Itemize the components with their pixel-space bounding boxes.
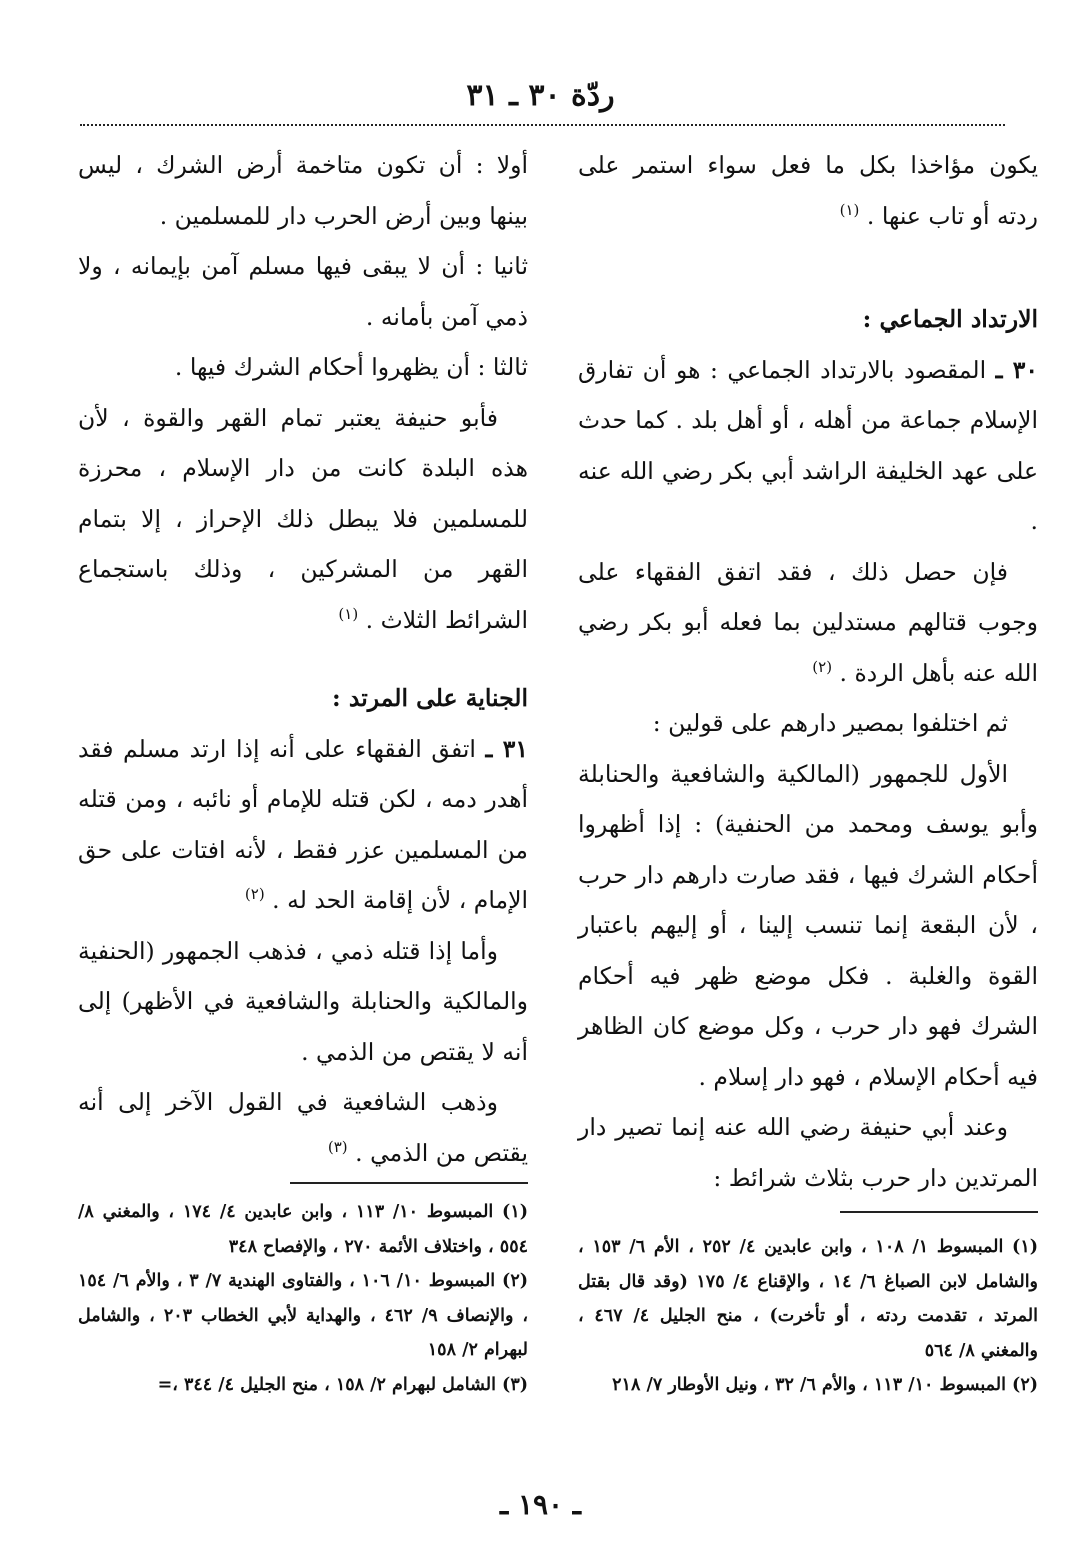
paragraph-30: ٣٠ ـ المقصود بالارتداد الجماعي : هو أن تفارق الإسلام جماعة من أهله ، أو أهل بلد . كما حدث على عهد الخليفة الراشد أبي بكر رضي الله عنه . — [578, 355, 1038, 535]
condition-first: أولا : أن تكون متاخمة أرض الشرك ، ليس بينها وبين أرض الحرب دار للمسلمين . — [78, 151, 528, 230]
footnote-ref: (١) — [839, 200, 860, 219]
footnote-rule-right — [840, 1211, 1038, 1213]
paragraph: فإن حصل ذلك ، فقد اتفق الفقهاء على وجوب قتالهم مستدلين بما فعله أبو بكر رضي الله عنه بأهل الردة . $^{(٢)}$ — [578, 557, 1038, 687]
footnotes-right — [578, 1230, 1038, 1403]
paragraph-31: ٣١ ـ اتفق الفقهاء على أنه إذا ارتد مسلم فقد أهدر دمه ، لكن قتله للإمام أو نائبه ، ومن قتله من المسلمين عزر فقط ، لأنه افتات على حق الإمام ، لأن إقامة الحد له . $^{(٢)}$ — [78, 734, 528, 914]
paragraph: الأول للجمهور (المالكية والشافعية والحنابلة وأبو يوسف ومحمد من الحنفية) : إذا أظهروا أحكام الشرك فيها ، فقد صارت دارهم دار حرب ، لأن البقعة إنما تنسب إلينا ، أو إليهم باعتبار القوة والغلبة . فكل موضع ظهر فيه أحكام الشرك فهو دار حرب ، وكل موضع كان الظاهر فيه أحكام الإسلام ، فهو دار إسلام . — [578, 759, 1038, 1091]
footnote-ref: (٢) — [812, 657, 833, 676]
paragraph: وعند أبي حنيفة رضي الله عنه إنما تصير دار المرتدين دار حرب بثلاث شرائط : — [578, 1113, 1038, 1192]
footnote: (٢) المبسوط ١٠/ ١١٣ ، والأم ٦/ ٣٢ ، ونيل الأوطار ٧/ ٢١٨ — [612, 1375, 1038, 1395]
paragraph: وذهب الشافعية في القول الآخر إلى أنه يقتص من الذمي . $^{(٣)}$ — [78, 1088, 528, 1167]
section-heading-collective-apostasy: الارتداد الجماعي : — [862, 305, 1038, 333]
right-column — [578, 140, 1038, 1203]
footnotes-left — [78, 1195, 528, 1402]
footnote: (٣) الشامل لبهرام ٢/ ١٥٨ ، منح الجليل ٤/ ٣٤٤ ،= — [157, 1374, 528, 1395]
paragraph: وأما إذا قتله ذمي ، فذهب الجمهور (الحنفية والمالكية والحنابلة والشافعية في الأظهر) إلى أنه لا يقتص من الذمي . — [78, 936, 528, 1066]
section-heading-crime-against-apostate: الجناية على المرتد : — [332, 684, 528, 712]
footnote-ref: (٣) — [327, 1137, 348, 1156]
paragraph-number: ٣١ ـ — [485, 734, 528, 763]
condition-second: ثانيا : أن لا يبقى فيها مسلم آمن بإيمانه ، ولا ذمي آمن بأمانه . — [78, 252, 528, 331]
paragraph: ثم اختلفوا بمصير دارهم على قولين : — [652, 709, 1008, 737]
left-column — [78, 140, 528, 1178]
footnote: (١) المبسوط ١٠/ ١١٣ ، وابن عابدين ٤/ ١٧٤ ، والمغني ٨/ ٥٥٤ ، واختلاف الأئمة ٢٧٠ ، والإفصاح ٣٤٨ — [78, 1202, 529, 1257]
condition-third: ثالثا : أن يظهروا أحكام الشرك فيها . — [174, 353, 528, 381]
running-header: ردّة ٣٠ ـ ٣١ — [466, 78, 615, 113]
footnote: (٢) المبسوط ١٠/ ١٠٦ ، والفتاوى الهندية ٧/ ٣ ، والأم ٦/ ١٥٤ ، والإنصاف ٩/ ٤٦٢ ، والهداية لأبي الخطاب ٢٠٣ ، والشامل لبهرام ٢/ ١٥٨ — [78, 1271, 529, 1360]
footnote-ref: (٢) — [244, 885, 265, 904]
paragraph-number: ٣٠ ـ — [995, 355, 1038, 384]
header-dotted-rule — [80, 124, 1005, 126]
footnote: (١) المبسوط ١/ ١٠٨ ، وابن عابدين ٤/ ٢٥٢ ، الأم ٦/ ١٥٣ ، والشامل لابن الصباغ ٦/ ١٤ ، والإقناع ٤/ ١٧٥ (وقد قال بقتل المرتد ، تقدمت ردته ، أو تأخرت) ، منح الجليل ٤/ ٤٦٧ ، والمغني ٨/ ٥٦٤ — [578, 1237, 1039, 1361]
footnote-rule-left — [290, 1182, 528, 1184]
footnote-ref: (١) — [338, 604, 359, 623]
paragraph: فأبو حنيفة يعتبر تمام القهر والقوة ، لأن هذه البلدة كانت من دار الإسلام ، محرزة للمسلمين فلا يبطل ذلك الإحراز ، إلا بتمام القهر من المشركين ، وذلك باستجماع الشرائط الثلاث . $^{(١)}$ — [78, 403, 528, 634]
page-number: ـ ١٩٠ ـ — [499, 1488, 582, 1521]
paragraph-continuation: يكون مؤاخذا بكل ما فعل سواء استمر على ردته أو تاب عنها . $^{(١)}$ — [578, 151, 1038, 230]
